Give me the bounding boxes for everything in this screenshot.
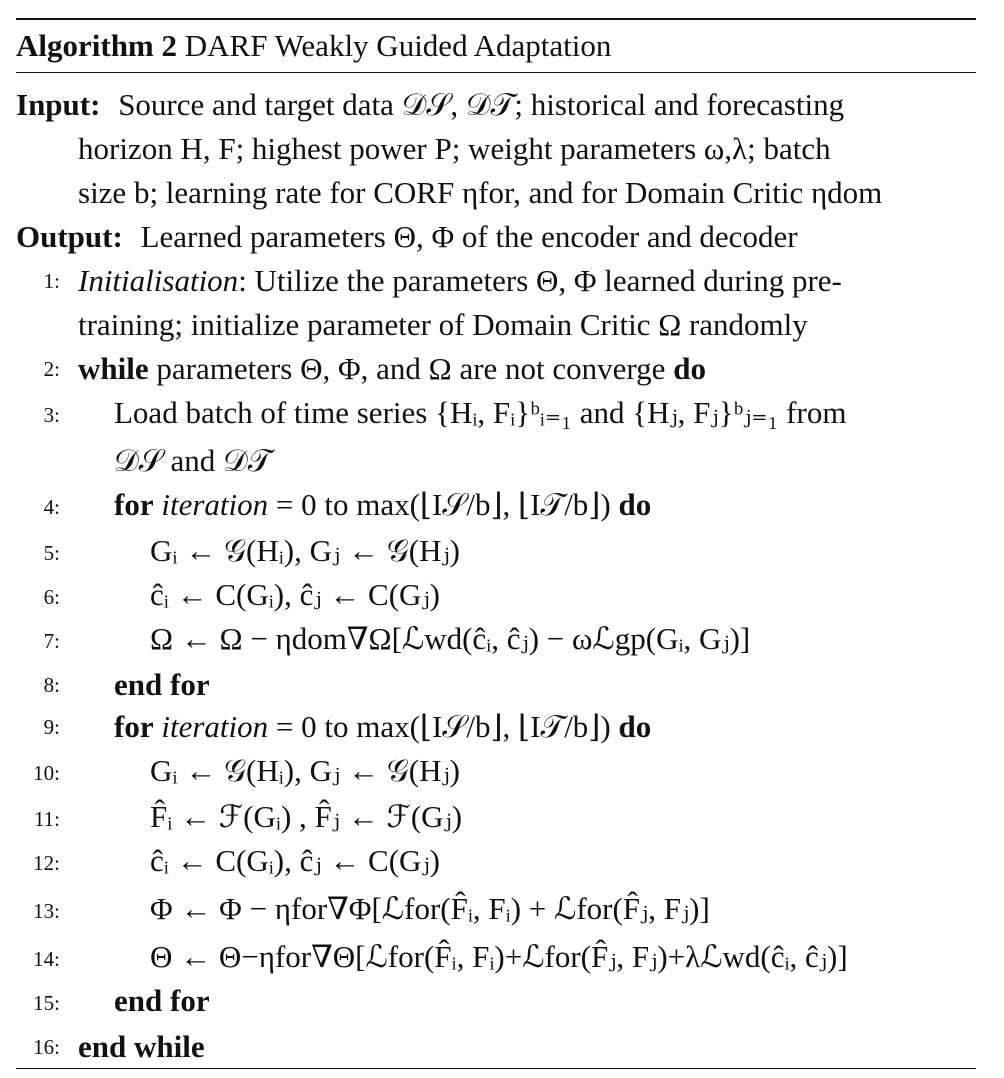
step-text: F̂ᵢ ← ℱ(Gᵢ) , F̂ⱼ ← ℱ(Gⱼ): [150, 799, 463, 834]
step-number: 12:: [33, 851, 60, 875]
step-text: Φ ← Φ − ηfor∇Φ[ℒfor(F̂ᵢ, Fᵢ) + ℒfor(F̂ⱼ, Fⱼ)]: [150, 891, 710, 926]
step-text: Load batch of time series {Hᵢ, Fᵢ}ᵇᵢ₌₁ and {Hⱼ, Fⱼ}ᵇⱼ₌₁ from: [114, 395, 847, 430]
step-number: 3:: [43, 403, 60, 427]
bottom-rule: [16, 1068, 976, 1069]
step-text: end for: [114, 667, 210, 702]
step-text: for iteration = 0 to max(⌊I𝒮/b⌋, ⌊I𝒯/b⌋) do: [114, 487, 652, 522]
output-text: Learned parameters Θ, Φ of the encoder and decoder: [140, 219, 798, 254]
step-text: for iteration = 0 to max(⌊I𝒮/b⌋, ⌊I𝒯/b⌋) do: [114, 709, 652, 744]
step-number: 5:: [43, 541, 60, 565]
algorithm-name: DARF Weakly Guided Adaptation: [184, 28, 612, 63]
step-number: 7:: [43, 629, 60, 653]
step-text: ĉᵢ ← C(Gᵢ), ĉⱼ ← C(Gⱼ): [150, 577, 440, 612]
input-line-1: [16, 87, 844, 124]
step-text: Ω ← Ω − ηdom∇Ω[ℒwd(ĉᵢ, ĉⱼ) − ωℒgp(Gᵢ, Gⱼ)]: [150, 621, 751, 656]
step-number: 1:: [43, 269, 60, 293]
step-text: Gᵢ ← 𝒢(Hᵢ), Gⱼ ← 𝒢(Hⱼ): [150, 533, 461, 568]
step-number: 6:: [43, 585, 60, 609]
input-line-2: horizon H, F; highest power P; weight parameters ω,λ; batch: [78, 131, 831, 166]
step-number: 10:: [33, 761, 60, 785]
step-text: Gᵢ ← 𝒢(Hᵢ), Gⱼ ← 𝒢(Hⱼ): [150, 753, 461, 788]
step-number: 14:: [33, 947, 60, 971]
step-number: 15:: [33, 991, 60, 1015]
algorithm-title: [16, 20, 976, 72]
step-number: 4:: [43, 495, 60, 519]
step-text: Initialisation: Utilize the parameters Θ, Φ learned during pre-: [78, 263, 842, 298]
step-text: ĉᵢ ← C(Gᵢ), ĉⱼ ← C(Gⱼ): [150, 843, 440, 878]
step-text: training; initialize parameter of Domain Critic Ω randomly: [78, 307, 808, 342]
algorithm-label: Algorithm 2: [16, 28, 178, 63]
step-text: end for: [114, 983, 210, 1018]
input-label: Input:: [16, 87, 101, 122]
step-number: 9:: [43, 715, 60, 739]
input-line-3: size b; learning rate for CORF ηfor, and for Domain Critic ηdom: [78, 175, 883, 210]
step-number: 2:: [43, 357, 60, 381]
step-text: 𝒟𝒮 and 𝒟𝒯: [114, 443, 272, 478]
step-text: while parameters Θ, Φ, and Ω are not converge do: [78, 351, 706, 386]
step-text: Θ ← Θ−ηfor∇Θ[ℒfor(F̂ᵢ, Fᵢ)+ℒfor(F̂ⱼ, Fⱼ)+λℒwd(ĉᵢ, ĉⱼ)]: [150, 939, 848, 974]
output-line: [16, 219, 798, 255]
algorithm-block: [16, 18, 976, 1064]
step-number: 11:: [33, 807, 60, 831]
input-text-1: Source and target data 𝒟𝒮, 𝒟𝒯; historical and forecasting: [118, 87, 845, 122]
step-number: 8:: [43, 673, 60, 697]
step-number: 16:: [33, 1035, 60, 1059]
algorithm-body: [16, 73, 976, 1064]
output-label: Output:: [16, 219, 123, 254]
step-text: end while: [78, 1029, 205, 1064]
step-number: 13:: [33, 899, 60, 923]
